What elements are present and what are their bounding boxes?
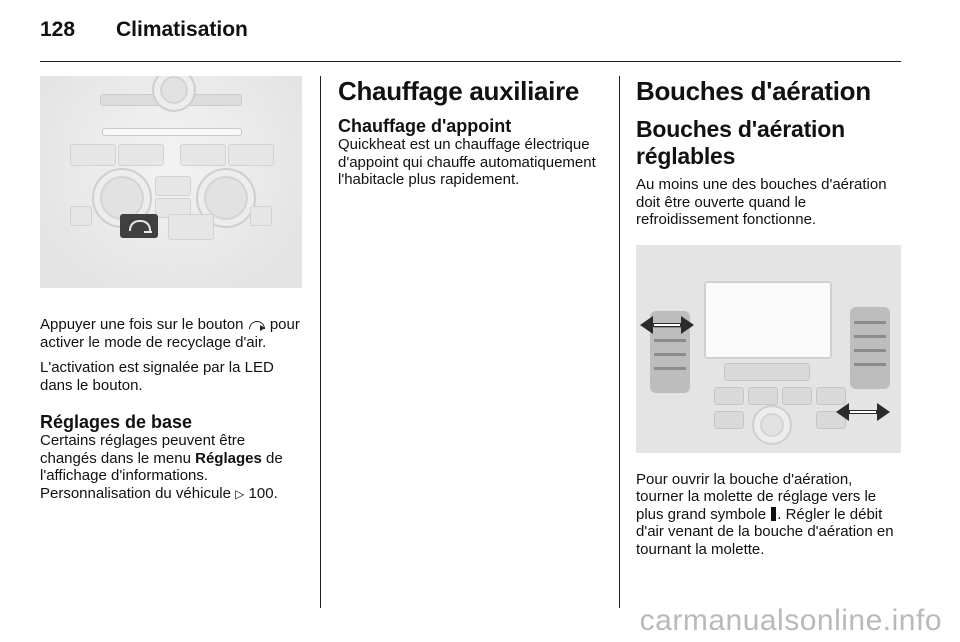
- display-screen: [704, 281, 832, 359]
- vents-open-paragraph: Au moins une des bouches d'aération doit être ouverte quand le refroidissement fonctionne.: [636, 176, 887, 228]
- air-recirculation-icon: [129, 220, 151, 231]
- vent-open-symbol-icon: [771, 507, 776, 521]
- recirculation-button: [120, 214, 158, 238]
- reference-page[interactable]: 100.: [248, 484, 278, 502]
- air-vents-heading: Bouches d'aération: [636, 76, 871, 106]
- right-air-vent: [850, 307, 890, 389]
- section-title: Climatisation: [116, 18, 248, 41]
- air-vents-figure: [636, 245, 901, 453]
- reference-arrow-icon: ▷: [235, 486, 245, 501]
- console-knob: [752, 405, 792, 445]
- column-3: [636, 76, 901, 558]
- watermark: carmanualsonline.info: [639, 604, 942, 637]
- auxiliary-heating-heading: Chauffage auxiliaire: [338, 76, 580, 106]
- right-vent-arrow-icon: [848, 410, 878, 414]
- column-2: [338, 76, 606, 189]
- recirculation-led: [144, 231, 152, 233]
- column-divider: [320, 76, 321, 608]
- auxiliary-heater-subheading: Chauffage d'appoint: [338, 116, 512, 136]
- basic-settings-paragraph: Certains réglages peuvent être changés dans le menu Réglages de l'affichage d'informations. Personnalisation du véhicule ▷ 100.: [40, 432, 283, 502]
- settings-menu-term: Réglages: [195, 449, 262, 467]
- air-recirculation-icon: [248, 319, 266, 330]
- quickheat-paragraph: Quickheat est un chauffage électrique d'appoint qui chauffe automatiquement l'habitacle plus rapidement.: [338, 136, 596, 188]
- dashboard-climate-figure: [40, 76, 302, 288]
- header-rule: [40, 61, 901, 62]
- left-vent-arrow-icon: [652, 323, 682, 327]
- page-header: [40, 18, 248, 48]
- column-1: [40, 76, 302, 503]
- vent-wheel-paragraph: Pour ouvrir la bouche d'aération, tourner la molette de réglage vers le plus grand symbole . Régler le débit d'air venant de la bouche d'aération en tournant la molette.: [636, 470, 894, 558]
- adjustable-vents-subheading: Bouches d'aération réglables: [636, 116, 845, 169]
- basic-settings-heading: Réglages de base: [40, 412, 193, 432]
- column-divider: [619, 76, 620, 608]
- recirculation-paragraph: Appuyer une fois sur le bouton pour activer le mode de recyclage d'air.: [40, 316, 300, 351]
- page-number: 128: [40, 18, 76, 41]
- led-paragraph: L'activation est signalée par la LED dans le bouton.: [40, 359, 274, 394]
